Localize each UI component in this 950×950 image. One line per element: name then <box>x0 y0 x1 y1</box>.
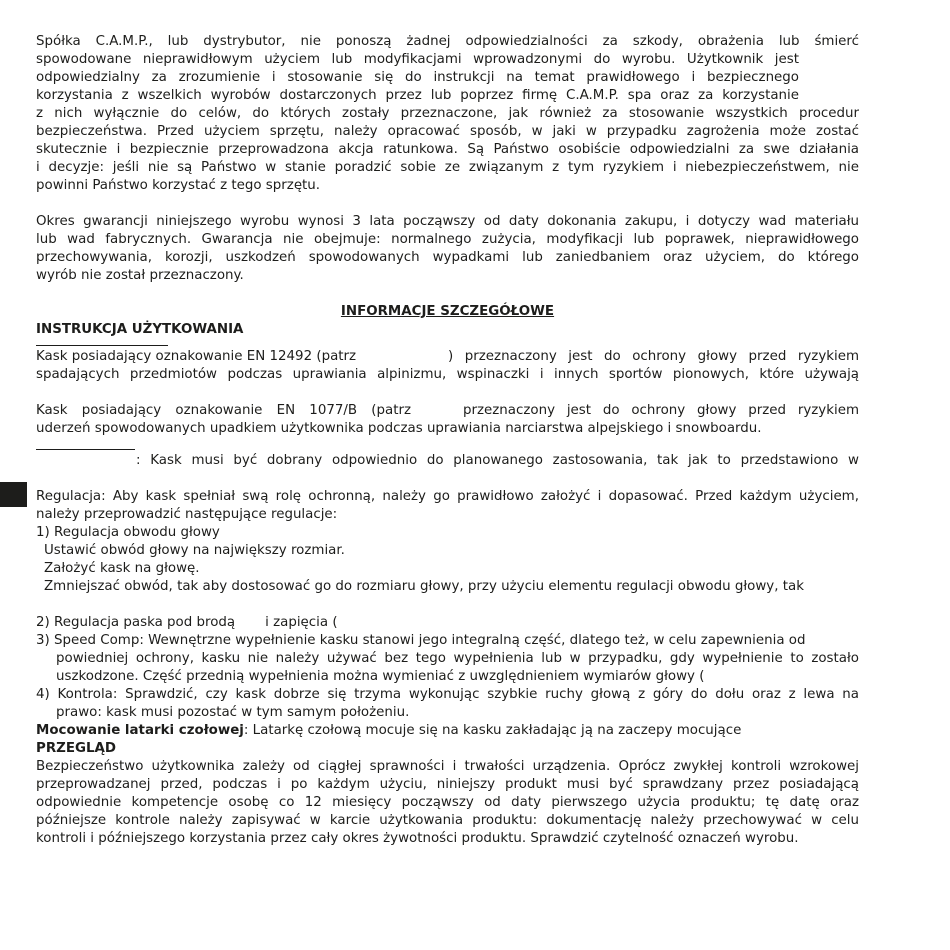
warranty-paragraph <box>36 213 859 285</box>
text-line: spowodowane nieprawidłowym użyciem lub modyfikacjami wprowadzonymi do wyrobu. Użytkownik jest <box>36 52 799 67</box>
review-paragraph <box>36 758 859 848</box>
text-line: lub wad fabrycznych. Gwarancja nie obejmuje: normalnego zużycia, modyfikacji lub poprawek, nieprawidłowego <box>36 232 859 247</box>
choice-line <box>36 452 859 470</box>
text-line: Założyć kask na głowę. <box>44 561 200 576</box>
text-line: korzystania z wszelkich wyrobów dostarczonych przez lub poprzez firmę C.A.M.P. spa oraz za korzystanie <box>36 88 799 103</box>
text-fragment: Kask posiadający oznakowanie EN 12492 (patrz <box>36 349 357 364</box>
text-line: uszkodzone. Część przednią wypełnienia można wymieniać z uwzględnieniem wymiarów głowy ( <box>56 669 705 684</box>
text-line: wyrób nie został przeznaczony. <box>36 268 244 283</box>
section-tab-marker <box>0 482 27 507</box>
text-line: bezpieczeństwa. Przed użyciem sprzętu, należy opracować sposób, w jaki w przypadku zagrożenia może zostać <box>36 124 859 139</box>
text-line: Ustawić obwód głowy na największy rozmiar. <box>44 543 345 558</box>
text-line: Bezpieczeństwo użytkownika zależy od ciągłej sprawności i trwałości urządzenia. Oprócz zwykłej kontroli wzrokowej <box>36 759 859 774</box>
en12492-line <box>36 348 859 366</box>
text-line: 3) Speed Comp: Wewnętrzne wypełnienie kasku stanowi jego integralną część, dlatego też, w celu zapewnienia od <box>36 633 806 648</box>
text-line: przeprowadzanej przed, podczas i po każdym użyciu, niniejszy produkt musi być sprawdzany przez posiadającą <box>36 777 859 792</box>
text-line: 4) Kontrola: Sprawdzić, czy kask dobrze się trzyma wykonując szybkie ruchy głową z góry do dołu oraz z lewa na <box>36 687 859 702</box>
text-line: kontroli i późniejszego korzystania przez cały okres żywotności produktu. Sprawdzić czytelność oznaczeń wyrobu. <box>36 831 799 846</box>
list-item-chin-strap <box>36 614 859 632</box>
text-line: z nich wyłącznie do celów, do których zostały przeznaczone, jak również za stosowanie wszystkich procedur <box>36 106 859 121</box>
list-item-head-circumference <box>36 524 859 596</box>
text-line: Regulacja: Aby kask spełniał swą rolę ochronną, należy go prawidłowo założyć i dopasować. Przed każdym użyciem, <box>36 489 859 504</box>
text-line: odpowiedzialny za zrozumienie i stosowanie się do instrukcji na temat prawidłowego i bezpiecznego <box>36 70 799 85</box>
en1077-line <box>36 402 859 420</box>
text-line: i decyzje: jeśli nie są Państwo w stanie poradzić sobie ze związanym z tym ryzykiem i niebezpieczeństwem, nie <box>36 160 859 175</box>
section-heading-review: PRZEGLĄD <box>36 741 116 756</box>
text-line: skutecznie i bezpiecznie przeprowadzona akcja ratunkowa. Są Państwo osobiście odpowiedzialni za swe działania <box>36 142 859 157</box>
section-heading-details: INFORMACJE SZCZEGÓŁOWE <box>340 304 555 319</box>
text-fragment: : Kask musi być dobrany odpowiednio do planowanego zastosowania, tak jak to przedstawiono w <box>136 453 859 468</box>
text-fragment: Kask posiadający oznakowanie EN 1077/B (patrz <box>36 403 411 418</box>
text-line: prawo: kask musi pozostać w tym samym położeniu. <box>56 705 410 720</box>
text-fragment: i zapięcia ( <box>265 615 338 630</box>
text-fragment-bold: Mocowanie latarki czołowej <box>36 723 244 738</box>
headlamp-line <box>36 722 859 740</box>
text-line: należy przeprowadzić następujące regulacje: <box>36 507 338 522</box>
text-line: Spółka C.A.M.P., lub dystrybutor, nie ponoszą żadnej odpowiedzialności za szkody, obrażenia lub śmierć <box>36 34 859 49</box>
text-fragment: przeznaczony jest do ochrony głowy przed ryzykiem <box>463 403 859 418</box>
list-item-speed-comp <box>36 632 859 686</box>
section-heading-instructions: INSTRUKCJA UŻYTKOWANIA <box>36 322 244 337</box>
text-line: powiedniej ochrony, kasku nie należy używać bez tego wypełnienia lub w przypadku, gdy wypełnienie to zostało <box>56 651 859 666</box>
liability-paragraph <box>36 33 859 195</box>
text-line: przechowywania, korozji, uszkodzeń spowodowanych wypadkami lub zaniedbaniem oraz użyciem, do którego <box>36 250 859 265</box>
text-fragment: 2) Regulacja paska pod brodą <box>36 615 236 630</box>
text-line: powinni Państwo korzystać z tego sprzętu. <box>36 178 321 193</box>
list-item-title: 1) Regulacja obwodu głowy <box>36 525 220 540</box>
text-line: uderzeń spowodowanych upadkiem użytkownika podczas uprawiania narciarstwa alpejskiego i snowboardu. <box>36 421 762 436</box>
document-page <box>36 33 859 848</box>
list-item-check <box>36 686 859 722</box>
text-line: Zmniejszać obwód, tak aby dostosować go do rozmiaru głowy, przy użyciu elementu regulacji obwodu głowy, tak <box>44 579 804 594</box>
regulation-paragraph <box>36 488 859 524</box>
text-line: Okres gwarancji niniejszego wyrobu wynosi 3 lata począwszy od daty dokonania zakupu, i dotyczy wad materiału <box>36 214 859 229</box>
text-line: późniejsze kontrole należy zapisywać w karcie użytkowania produktu: dokumentację należy przechowywać w celu <box>36 813 859 828</box>
text-line: spadających przedmiotów podczas uprawiania alpinizmu, wspinaczki i innych sportów pionowych, które używają <box>36 367 859 382</box>
text-fragment: ) przeznaczony jest do ochrony głowy przed ryzykiem <box>448 349 859 364</box>
text-fragment: : Latarkę czołową mocuje się na kasku zakładając ją na zaczepy mocujące <box>243 723 742 738</box>
text-line: odpowiednie kompetencje osobę co 12 miesięcy począwszy od daty pierwszego użycia produktu; tę datę oraz <box>36 795 859 810</box>
